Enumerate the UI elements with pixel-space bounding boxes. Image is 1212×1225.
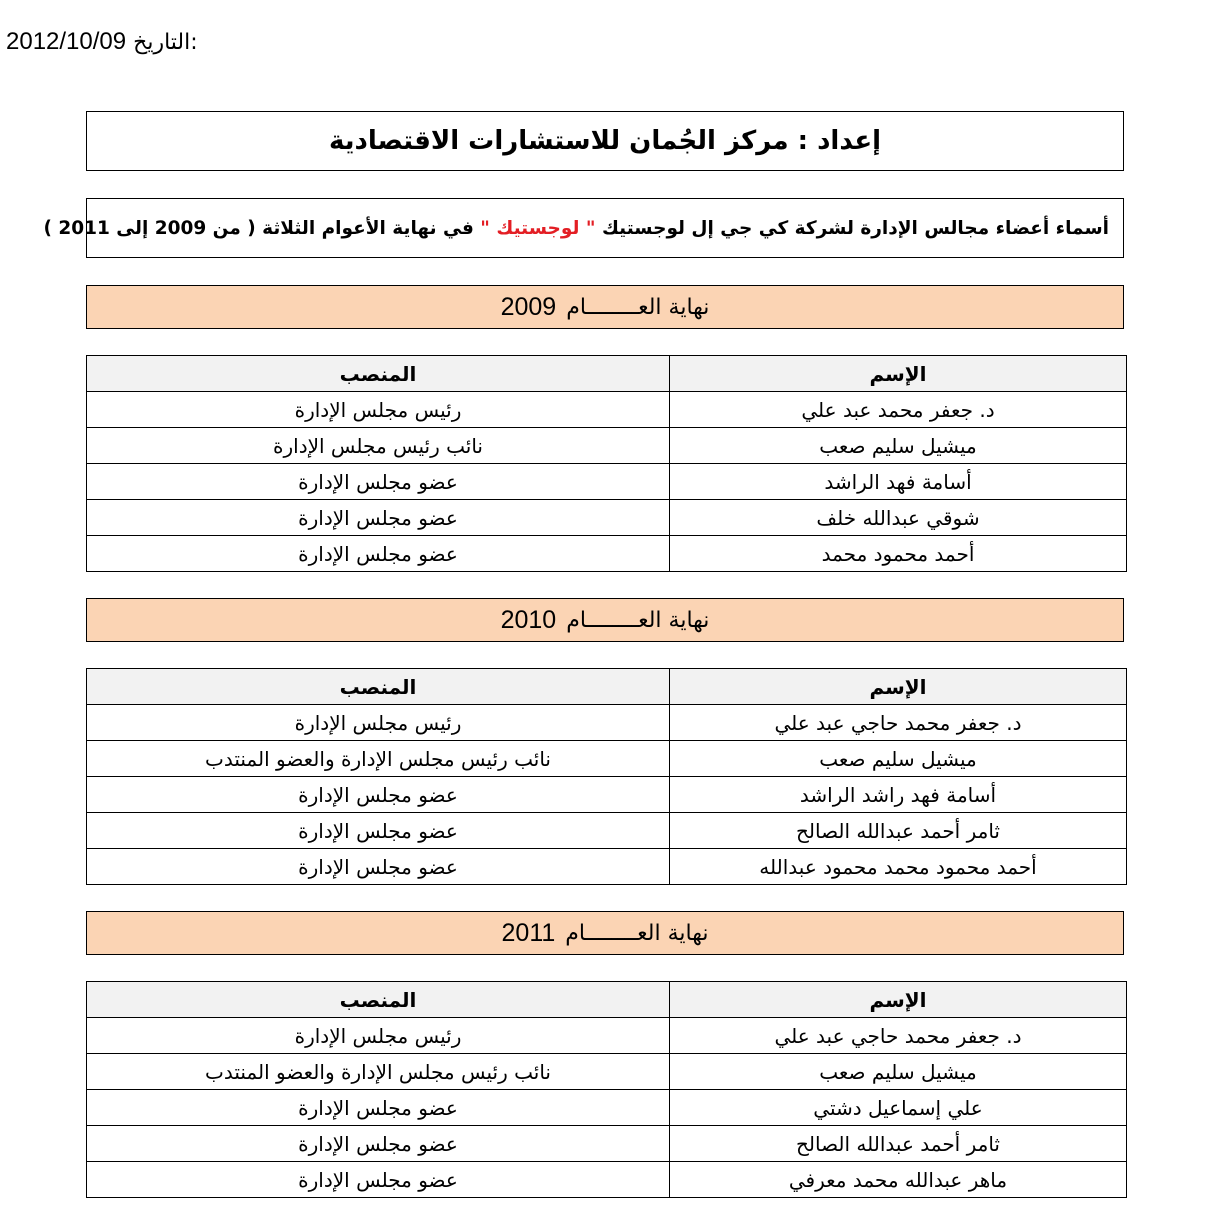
date-label: التاريخ: (133, 30, 198, 55)
position-column-header: المنصب (87, 982, 670, 1018)
table-row (87, 1090, 1127, 1126)
name-column-header: الإسم (670, 356, 1127, 392)
subtitle (43, 218, 1109, 239)
member-position: عضو مجلس الإدارة (87, 500, 670, 536)
subtitle-box (43, 198, 1124, 258)
year-label: نهاية العــــــــام (566, 607, 710, 633)
table-row (87, 741, 1127, 777)
member-position: عضو مجلس الإدارة (87, 1162, 670, 1198)
member-name: علي إسماعيل دشتي (670, 1090, 1127, 1126)
member-position: عضو مجلس الإدارة (87, 849, 670, 885)
member-position: عضو مجلس الإدارة (87, 813, 670, 849)
table-row (87, 500, 1127, 536)
member-position: عضو مجلس الإدارة (87, 1126, 670, 1162)
table-row (87, 464, 1127, 500)
date-value: 2012/10/09 (6, 28, 127, 55)
member-position: عضو مجلس الإدارة (87, 777, 670, 813)
member-name: ميشيل سليم صعب (670, 428, 1127, 464)
table-row (87, 813, 1127, 849)
name-column-header: الإسم (670, 669, 1127, 705)
member-name: ثامر أحمد عبدالله الصالح (670, 1126, 1127, 1162)
document-date (6, 28, 198, 56)
table-row (87, 428, 1127, 464)
document-title: إعداد : مركز الجُمان للاستشارات الاقتصادية (328, 126, 882, 156)
table-row (87, 1126, 1127, 1162)
name-column-header: الإسم (670, 982, 1127, 1018)
member-name: أحمد محمود محمد محمود عبدالله (670, 849, 1127, 885)
member-position: عضو مجلس الإدارة (87, 1090, 670, 1126)
subtitle-before: أسماء أعضاء مجالس الإدارة لشركة كي جي إل لوجستيك (601, 217, 1109, 239)
member-position: نائب رئيس مجلس الإدارة (87, 428, 670, 464)
subtitle-company: " لوجستيك " (480, 217, 596, 239)
board-table-2011 (86, 981, 1127, 1198)
member-name: د. جعفر محمد عبد علي (670, 392, 1127, 428)
member-name: د. جعفر محمد حاجي عبد علي (670, 1018, 1127, 1054)
member-name: ماهر عبدالله محمد معرفي (670, 1162, 1127, 1198)
member-position: عضو مجلس الإدارة (87, 536, 670, 572)
table-header-row (87, 669, 1127, 705)
table-row (87, 1018, 1127, 1054)
board-table-2010 (86, 668, 1127, 885)
member-name: ميشيل سليم صعب (670, 1054, 1127, 1090)
member-position: عضو مجلس الإدارة (87, 464, 670, 500)
year-value: 2009 (500, 292, 557, 321)
member-position: نائب رئيس مجلس الإدارة والعضو المنتدب (87, 741, 670, 777)
table-row (87, 849, 1127, 885)
year-band-2009 (86, 285, 1124, 329)
year-band-2010 (86, 598, 1124, 642)
table-row (87, 1162, 1127, 1198)
subtitle-after: في نهاية الأعوام الثلاثة ( من 2009 إلى 2011 ) (43, 217, 474, 239)
year-value: 2011 (501, 918, 556, 947)
member-name: أسامة فهد راشد الراشد (670, 777, 1127, 813)
year-label: نهاية العــــــــام (565, 920, 709, 946)
table-header-row (87, 982, 1127, 1018)
table-row (87, 705, 1127, 741)
position-column-header: المنصب (87, 356, 670, 392)
table-row (87, 1054, 1127, 1090)
member-name: ميشيل سليم صعب (670, 741, 1127, 777)
member-position: رئيس مجلس الإدارة (87, 705, 670, 741)
table-header-row (87, 356, 1127, 392)
table-row (87, 392, 1127, 428)
member-position: رئيس مجلس الإدارة (87, 1018, 670, 1054)
table-row (87, 536, 1127, 572)
table-row (87, 777, 1127, 813)
year-value: 2010 (500, 605, 557, 634)
member-name: أسامة فهد الراشد (670, 464, 1127, 500)
board-table-2009 (86, 355, 1127, 572)
year-band-2011 (86, 911, 1124, 955)
member-position: نائب رئيس مجلس الإدارة والعضو المنتدب (87, 1054, 670, 1090)
member-name: د. جعفر محمد حاجي عبد علي (670, 705, 1127, 741)
member-name: أحمد محمود محمد (670, 536, 1127, 572)
member-position: رئيس مجلس الإدارة (87, 392, 670, 428)
title-box (86, 111, 1124, 171)
year-label: نهاية العــــــــام (566, 294, 710, 320)
member-name: شوقي عبدالله خلف (670, 500, 1127, 536)
position-column-header: المنصب (87, 669, 670, 705)
member-name: ثامر أحمد عبدالله الصالح (670, 813, 1127, 849)
